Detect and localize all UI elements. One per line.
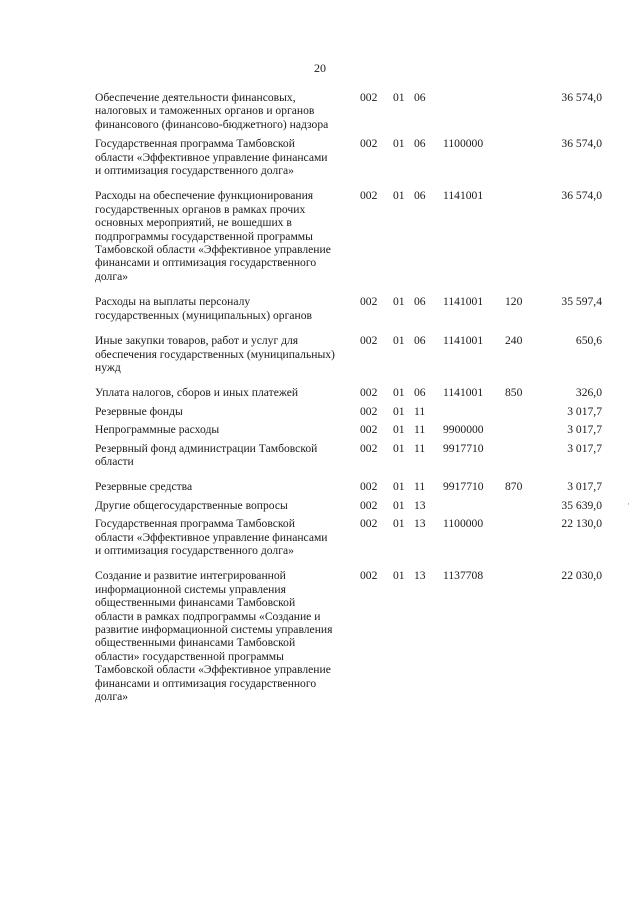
- row-amount: 3 017,7: [567, 404, 602, 418]
- row-amount: 326,0: [575, 386, 602, 400]
- row-target: 1100000: [443, 517, 484, 531]
- table-row: [0, 91, 640, 131]
- row-target: 9917710: [443, 480, 484, 494]
- row-name: Государственная программа Тамбовской области «Эффективное управление финансами и оптимизация государственного долга»: [95, 517, 328, 557]
- row-kind: 120: [505, 295, 523, 309]
- row-subsection: 06: [414, 334, 426, 348]
- row-kind: 850: [505, 386, 523, 400]
- row-subsection: 11: [414, 441, 426, 455]
- row-code: 002: [360, 404, 378, 418]
- row-section: 01: [393, 137, 405, 151]
- row-subsection: 11: [414, 404, 426, 418]
- row-name: Непрограммные расходы: [95, 423, 220, 437]
- scan-edge-mark: ·: [627, 499, 630, 509]
- row-amount: 3 017,7: [567, 441, 602, 455]
- row-code: 002: [360, 386, 378, 400]
- row-subsection: 06: [414, 295, 426, 309]
- row-section: 01: [393, 404, 405, 418]
- row-target: 1141001: [443, 189, 484, 203]
- row-subsection: 13: [414, 569, 426, 583]
- row-name: Иные закупки товаров, работ и услуг для обеспечения государственных (муниципальных) нужд: [95, 334, 335, 374]
- table-row: [0, 334, 640, 374]
- row-name: Обеспечение деятельности финансовых, налоговых и таможенных органов и органов финансового (финансово-бюджетного) надзора: [95, 91, 329, 131]
- row-section: 01: [393, 423, 405, 437]
- row-name: Расходы на обеспечение функционирования государственных органов в рамках прочих основных мероприятий, не вошедших в подпрограммы государственной программы Тамбовской области «Эффективное управление финансами и оптимизация государственного долга»: [95, 189, 331, 283]
- row-section: 01: [393, 386, 405, 400]
- row-code: 002: [360, 295, 378, 309]
- row-amount: 650,6: [575, 334, 602, 348]
- row-amount: 35 639,0: [561, 498, 602, 512]
- row-amount: 36 574,0: [561, 137, 602, 151]
- row-code: 002: [360, 189, 378, 203]
- row-code: 002: [360, 517, 378, 531]
- row-amount: 35 597,4: [561, 295, 602, 309]
- table-row: [0, 386, 640, 399]
- row-name: Резервные средства: [95, 480, 193, 494]
- row-name: Резервный фонд администрации Тамбовской области: [95, 441, 318, 468]
- row-section: 01: [393, 295, 405, 309]
- row-section: 01: [393, 334, 405, 348]
- row-section: 01: [393, 91, 405, 104]
- row-amount: 3 017,7: [567, 480, 602, 494]
- row-name: Государственная программа Тамбовской области «Эффективное управление финансами и оптимизация государственного долга»: [95, 137, 328, 178]
- table-row: [0, 480, 640, 493]
- table-row: [0, 189, 640, 283]
- row-subsection: 06: [414, 137, 426, 151]
- row-code: 002: [360, 334, 378, 348]
- table-row: [0, 423, 640, 436]
- table-row: [0, 569, 640, 703]
- row-code: 002: [360, 423, 378, 437]
- row-name: Создание и развитие интегрированной информационной системы управления общественными финансами Тамбовской области в рамках подпрограммы «Создание и развитие информационной системы управления общественными финансами Тамбовской области» государственной программы Тамбовской области «Эффективное управление финансами и оптимизация государственного долга»: [95, 569, 333, 704]
- row-target: 9900000: [443, 423, 484, 437]
- row-subsection: 11: [414, 423, 426, 437]
- row-target: 1141001: [443, 386, 484, 400]
- row-subsection: 13: [414, 517, 426, 531]
- row-code: 002: [360, 137, 378, 151]
- row-section: 01: [393, 569, 405, 583]
- row-code: 002: [360, 569, 378, 583]
- row-subsection: 13: [414, 498, 426, 512]
- row-target: 1100000: [443, 137, 484, 151]
- row-kind: 870: [505, 480, 523, 494]
- row-section: 01: [393, 498, 405, 512]
- table-row: [0, 442, 640, 469]
- row-name: Уплата налогов, сборов и иных платежей: [95, 386, 299, 400]
- row-amount: 22 130,0: [561, 517, 602, 531]
- row-name: Резервные фонды: [95, 404, 183, 418]
- row-kind: 240: [505, 334, 523, 348]
- row-section: 01: [393, 480, 405, 494]
- row-code: 002: [360, 91, 378, 104]
- row-amount: 36 574,0: [561, 189, 602, 203]
- table-row: [0, 295, 640, 322]
- row-target: 1137708: [443, 569, 484, 583]
- row-subsection: 11: [414, 480, 426, 494]
- row-target: 1141001: [443, 295, 484, 309]
- budget-table: [0, 91, 640, 703]
- row-name: Расходы на выплаты персоналу государственных (муниципальных) органов: [95, 295, 312, 322]
- row-subsection: 06: [414, 189, 426, 203]
- page-number: 20: [314, 61, 326, 75]
- row-target: 9917710: [443, 441, 484, 455]
- table-row: [0, 499, 640, 512]
- row-subsection: 06: [414, 386, 426, 400]
- row-section: 01: [393, 189, 405, 203]
- row-name: Другие общегосударственные вопросы: [95, 498, 288, 512]
- table-row: [0, 137, 640, 177]
- row-code: 002: [360, 441, 378, 455]
- row-subsection: 06: [414, 91, 426, 104]
- table-row: [0, 405, 640, 418]
- row-target: 1141001: [443, 334, 484, 348]
- row-amount: 22 030,0: [561, 569, 602, 583]
- table-row: [0, 517, 640, 557]
- row-section: 01: [393, 441, 405, 455]
- row-code: 002: [360, 480, 378, 494]
- row-amount: 36 574,0: [561, 91, 602, 104]
- row-amount: 3 017,7: [567, 423, 602, 437]
- row-code: 002: [360, 498, 378, 512]
- row-section: 01: [393, 517, 405, 531]
